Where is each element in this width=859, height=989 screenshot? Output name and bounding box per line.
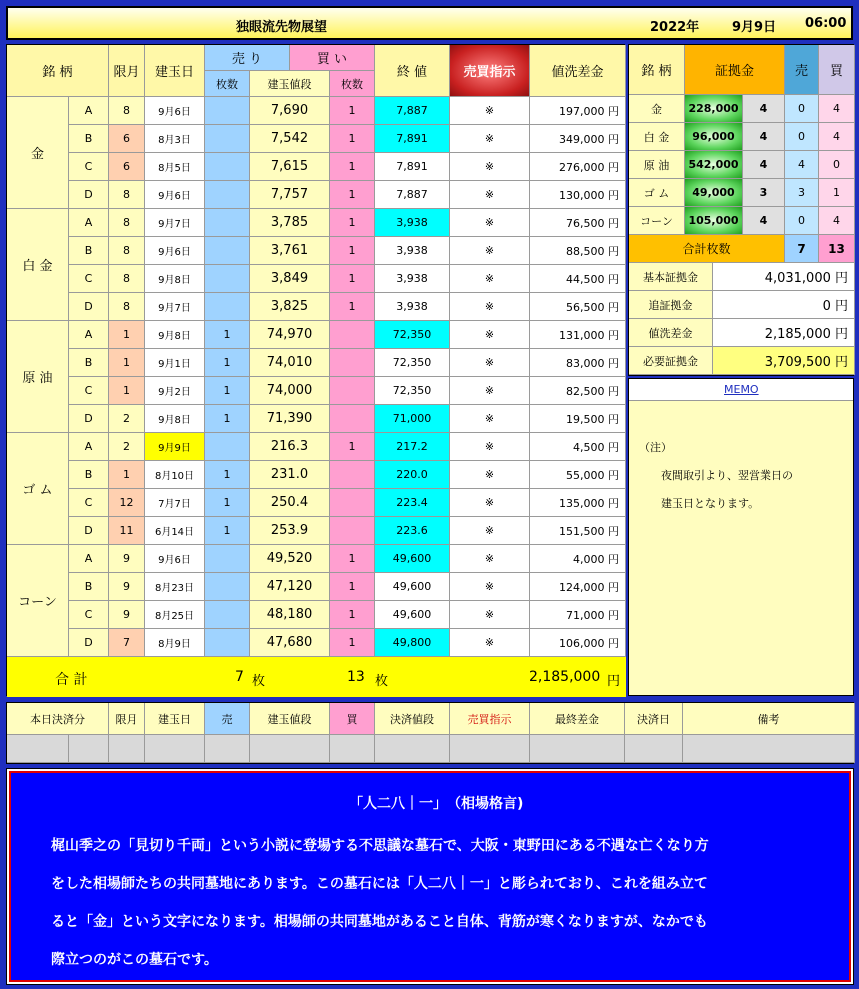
entry-price: 231.0 — [250, 461, 330, 489]
margin-total-sell: 7 — [785, 235, 819, 263]
trade-signal: ※ — [450, 545, 530, 573]
margin-amount: 105,000 — [685, 207, 743, 235]
valuation-diff: 4,500 円 — [530, 433, 626, 461]
close-price: 7,891 — [375, 125, 450, 153]
memo-line-2: 夜間取引より、翌営業日の — [661, 469, 793, 482]
contract-label: B — [69, 349, 109, 377]
trade-signal: ※ — [450, 573, 530, 601]
entry-date: 9月9日 — [145, 433, 205, 461]
trade-signal: ※ — [450, 405, 530, 433]
valuation-diff: 55,000 円 — [530, 461, 626, 489]
entry-date: 8月25日 — [145, 601, 205, 629]
commodity-name: コーン — [7, 545, 69, 657]
sell-count — [205, 97, 250, 125]
close-price: 72,350 — [375, 349, 450, 377]
margin-amount: 542,000 — [685, 151, 743, 179]
margin-summary-value: 2,185,000 円 — [713, 319, 855, 347]
entry-date: 9月6日 — [145, 97, 205, 125]
margin-issue: コーン — [629, 207, 685, 235]
date-year: 2022年 — [650, 20, 700, 35]
close-price: 7,887 — [375, 181, 450, 209]
settlement-empty-cell — [250, 735, 330, 763]
close-price: 49,600 — [375, 573, 450, 601]
contract-label: A — [69, 545, 109, 573]
totals-buy: 13 — [347, 669, 365, 685]
settlement-empty-cell — [109, 735, 145, 763]
contract-label: B — [69, 573, 109, 601]
settlement-empty-cell — [205, 735, 250, 763]
margin-issue: 白 金 — [629, 123, 685, 151]
entry-date: 8月10日 — [145, 461, 205, 489]
contract-month: 9 — [109, 573, 145, 601]
entry-date: 9月2日 — [145, 377, 205, 405]
sell-count: 1 — [205, 517, 250, 545]
margin-qty: 4 — [743, 95, 785, 123]
saying-title: 「人二八｜一」 （相場格言) — [349, 796, 524, 812]
contract-month: 6 — [109, 153, 145, 181]
entry-date: 9月6日 — [145, 545, 205, 573]
contract-month: 8 — [109, 181, 145, 209]
margin-buy: 0 — [819, 151, 855, 179]
settlement-empty-cell — [530, 735, 625, 763]
entry-price: 7,690 — [250, 97, 330, 125]
app-title: 独眼流先物展望 — [236, 20, 328, 35]
trade-signal: ※ — [450, 153, 530, 181]
entry-date: 9月7日 — [145, 209, 205, 237]
sell-count: 1 — [205, 349, 250, 377]
memo-panel — [628, 378, 854, 696]
sell-count — [205, 545, 250, 573]
valuation-diff: 130,000 円 — [530, 181, 626, 209]
trade-signal: ※ — [450, 629, 530, 657]
trade-signal: ※ — [450, 181, 530, 209]
sell-count — [205, 293, 250, 321]
valuation-diff: 131,000 円 — [530, 321, 626, 349]
contract-label: B — [69, 125, 109, 153]
settlement-header: 限月 — [109, 703, 145, 735]
trade-signal: ※ — [450, 125, 530, 153]
entry-date: 9月1日 — [145, 349, 205, 377]
contract-month: 8 — [109, 293, 145, 321]
settlement-empty-cell — [450, 735, 530, 763]
entry-price: 3,761 — [250, 237, 330, 265]
trade-signal: ※ — [450, 321, 530, 349]
entry-date: 7月7日 — [145, 489, 205, 517]
settlement-empty-cell — [330, 735, 375, 763]
entry-date: 9月7日 — [145, 293, 205, 321]
contract-label: C — [69, 153, 109, 181]
margin-qty: 4 — [743, 207, 785, 235]
contract-label: A — [69, 433, 109, 461]
trade-signal: ※ — [450, 97, 530, 125]
col-signal: 売買指示 — [450, 45, 530, 97]
sell-count: 1 — [205, 461, 250, 489]
valuation-diff: 71,000 円 — [530, 601, 626, 629]
settlement-empty-cell — [69, 735, 109, 763]
totals-buy-unit: 枚 — [375, 674, 389, 689]
entry-price: 47,120 — [250, 573, 330, 601]
valuation-diff: 124,000 円 — [530, 573, 626, 601]
valuation-diff: 76,500 円 — [530, 209, 626, 237]
sell-count: 1 — [205, 489, 250, 517]
contract-month: 8 — [109, 265, 145, 293]
buy-count: 1 — [330, 629, 375, 657]
entry-price: 3,785 — [250, 209, 330, 237]
entry-date: 8月23日 — [145, 573, 205, 601]
entry-price: 74,010 — [250, 349, 330, 377]
entry-price: 3,849 — [250, 265, 330, 293]
col-buy: 買 い — [290, 45, 375, 71]
margin-issue: ゴ ム — [629, 179, 685, 207]
contract-label: C — [69, 377, 109, 405]
saying-line-1: 梶山季之の「見切り千両」という小説に登場する不思議な墓石で、大阪・東野田にある不遇な亡くなり方 — [51, 838, 709, 854]
settlement-header: 決済値段 — [375, 703, 450, 735]
entry-price: 74,000 — [250, 377, 330, 405]
contract-month: 8 — [109, 209, 145, 237]
contract-month: 6 — [109, 125, 145, 153]
entry-price: 7,542 — [250, 125, 330, 153]
sell-count — [205, 601, 250, 629]
margin-summary-label: 追証拠金 — [629, 291, 713, 319]
totals-sell: 7 — [235, 669, 244, 685]
close-price: 3,938 — [375, 265, 450, 293]
positions-table — [6, 44, 625, 696]
contract-label: D — [69, 405, 109, 433]
valuation-diff: 276,000 円 — [530, 153, 626, 181]
margin-col-amount: 証拠金 — [685, 45, 785, 95]
margin-sell: 0 — [785, 123, 819, 151]
commodity-name: 原 油 — [7, 321, 69, 433]
buy-count: 1 — [330, 601, 375, 629]
margin-summary-value: 0 円 — [713, 291, 855, 319]
title-bar — [6, 6, 853, 40]
close-price: 3,938 — [375, 237, 450, 265]
buy-count — [330, 517, 375, 545]
buy-count: 1 — [330, 181, 375, 209]
col-diff: 値洗差金 — [530, 45, 626, 97]
trade-signal: ※ — [450, 461, 530, 489]
trade-signal: ※ — [450, 433, 530, 461]
close-price: 71,000 — [375, 405, 450, 433]
margin-sell: 4 — [785, 151, 819, 179]
buy-count: 1 — [330, 125, 375, 153]
entry-date: 6月14日 — [145, 517, 205, 545]
margin-amount: 228,000 — [685, 95, 743, 123]
memo-line-1: （注） — [639, 441, 672, 454]
close-price: 223.6 — [375, 517, 450, 545]
margin-qty: 4 — [743, 123, 785, 151]
trade-signal: ※ — [450, 377, 530, 405]
buy-count: 1 — [330, 293, 375, 321]
col-buy-count: 枚数 — [330, 71, 375, 97]
trade-signal: ※ — [450, 209, 530, 237]
contract-label: B — [69, 237, 109, 265]
trade-signal: ※ — [450, 265, 530, 293]
entry-date: 8月9日 — [145, 629, 205, 657]
buy-count: 1 — [330, 265, 375, 293]
margin-col-issue: 銘 柄 — [629, 45, 685, 95]
saying-line-4: 際立つのがこの墓石です。 — [51, 952, 218, 968]
buy-count — [330, 461, 375, 489]
col-month: 限月 — [109, 45, 145, 97]
close-price: 7,891 — [375, 153, 450, 181]
buy-count: 1 — [330, 209, 375, 237]
margin-qty: 3 — [743, 179, 785, 207]
valuation-diff: 44,500 円 — [530, 265, 626, 293]
buy-count: 1 — [330, 237, 375, 265]
saying-box — [6, 768, 854, 985]
sell-count — [205, 153, 250, 181]
sell-count — [205, 629, 250, 657]
settlement-header: 売 — [205, 703, 250, 735]
settlement-empty-cell — [7, 735, 69, 763]
settlement-header: 買 — [330, 703, 375, 735]
close-price: 3,938 — [375, 293, 450, 321]
settlement-header: 建玉値段 — [250, 703, 330, 735]
entry-price: 71,390 — [250, 405, 330, 433]
contract-month: 2 — [109, 405, 145, 433]
close-price: 72,350 — [375, 377, 450, 405]
buy-count — [330, 377, 375, 405]
margin-buy: 4 — [819, 95, 855, 123]
close-price: 3,938 — [375, 209, 450, 237]
margin-summary-value: 3,709,500 円 — [713, 347, 855, 375]
margin-buy: 1 — [819, 179, 855, 207]
entry-price: 216.3 — [250, 433, 330, 461]
margin-buy: 4 — [819, 123, 855, 151]
totals-sell-unit: 枚 — [252, 674, 266, 689]
contract-label: D — [69, 181, 109, 209]
valuation-diff: 82,500 円 — [530, 377, 626, 405]
entry-price: 47,680 — [250, 629, 330, 657]
totals-diff: 2,185,000 — [529, 669, 601, 685]
margin-issue: 金 — [629, 95, 685, 123]
margin-total-buy: 13 — [819, 235, 855, 263]
contract-month: 1 — [109, 349, 145, 377]
valuation-diff: 349,000 円 — [530, 125, 626, 153]
close-price: 223.4 — [375, 489, 450, 517]
valuation-diff: 135,000 円 — [530, 489, 626, 517]
contract-label: B — [69, 461, 109, 489]
margin-sell: 0 — [785, 95, 819, 123]
buy-count: 1 — [330, 433, 375, 461]
contract-label: C — [69, 601, 109, 629]
margin-issue: 原 油 — [629, 151, 685, 179]
close-price: 217.2 — [375, 433, 450, 461]
contract-label: A — [69, 321, 109, 349]
col-issue: 銘 柄 — [7, 45, 109, 97]
margin-summary-value: 4,031,000 円 — [713, 263, 855, 291]
margin-total-label: 合計枚数 — [629, 235, 785, 263]
close-price: 49,600 — [375, 545, 450, 573]
sell-count: 1 — [205, 321, 250, 349]
sell-count: 1 — [205, 405, 250, 433]
memo-title[interactable]: MEMO — [724, 383, 759, 396]
contract-month: 8 — [109, 97, 145, 125]
sell-count — [205, 433, 250, 461]
col-entry-date: 建玉日 — [145, 45, 205, 97]
buy-count — [330, 349, 375, 377]
valuation-diff: 88,500 円 — [530, 237, 626, 265]
contract-label: D — [69, 293, 109, 321]
margin-qty: 4 — [743, 151, 785, 179]
entry-date: 8月3日 — [145, 125, 205, 153]
sell-count — [205, 181, 250, 209]
entry-price: 48,180 — [250, 601, 330, 629]
sell-count — [205, 573, 250, 601]
valuation-diff: 4,000 円 — [530, 545, 626, 573]
entry-date: 9月8日 — [145, 405, 205, 433]
entry-date: 9月6日 — [145, 237, 205, 265]
valuation-diff: 151,500 円 — [530, 517, 626, 545]
margin-sell: 0 — [785, 207, 819, 235]
margin-sell: 3 — [785, 179, 819, 207]
contract-month: 7 — [109, 629, 145, 657]
entry-date: 9月8日 — [145, 265, 205, 293]
commodity-name: 金 — [7, 97, 69, 209]
buy-count: 1 — [330, 545, 375, 573]
totals-label: 合 計 — [55, 672, 88, 688]
settlement-empty-cell — [145, 735, 205, 763]
close-price: 49,800 — [375, 629, 450, 657]
entry-price: 253.9 — [250, 517, 330, 545]
settlement-empty-cell — [625, 735, 683, 763]
col-sell: 売 り — [205, 45, 290, 71]
margin-panel — [628, 44, 854, 376]
trade-signal: ※ — [450, 349, 530, 377]
entry-date: 9月6日 — [145, 181, 205, 209]
trade-signal: ※ — [450, 601, 530, 629]
trade-signal: ※ — [450, 489, 530, 517]
margin-buy: 4 — [819, 207, 855, 235]
col-close: 終 値 — [375, 45, 450, 97]
entry-price: 7,615 — [250, 153, 330, 181]
col-sell-count: 枚数 — [205, 71, 250, 97]
buy-count — [330, 321, 375, 349]
saying-line-3: ると「金」という文字になります。相場師の共同墓地があること自体、背筋が寒くなりますが、なかでも — [51, 914, 708, 930]
col-entry-price: 建玉値段 — [250, 71, 330, 97]
valuation-diff: 106,000 円 — [530, 629, 626, 657]
buy-count: 1 — [330, 153, 375, 181]
close-price: 220.0 — [375, 461, 450, 489]
trade-signal: ※ — [450, 517, 530, 545]
margin-col-sell: 売 — [785, 45, 819, 95]
date-month-day: 9月9日 — [732, 20, 777, 35]
contract-label: D — [69, 629, 109, 657]
contract-month: 12 — [109, 489, 145, 517]
sell-count — [205, 237, 250, 265]
saying-line-2: をした相場師たちの共同墓地にあります。この墓石には「人二八｜一」と彫られており、これを組み立て — [51, 876, 708, 892]
trade-signal: ※ — [450, 293, 530, 321]
close-price: 72,350 — [375, 321, 450, 349]
margin-col-buy: 買 — [819, 45, 855, 95]
sell-count — [205, 209, 250, 237]
entry-date: 8月5日 — [145, 153, 205, 181]
settlement-header: 本日決済分 — [7, 703, 109, 735]
settlement-header: 売買指示 — [450, 703, 530, 735]
buy-count: 1 — [330, 573, 375, 601]
entry-price: 49,520 — [250, 545, 330, 573]
buy-count — [330, 489, 375, 517]
commodity-name: ゴ ム — [7, 433, 69, 545]
contract-month: 1 — [109, 377, 145, 405]
settlement-header: 決済日 — [625, 703, 683, 735]
sell-count: 1 — [205, 377, 250, 405]
close-price: 49,600 — [375, 601, 450, 629]
valuation-diff: 56,500 円 — [530, 293, 626, 321]
entry-price: 7,757 — [250, 181, 330, 209]
settlement-empty-cell — [375, 735, 450, 763]
contract-month: 9 — [109, 545, 145, 573]
time: 06:00 — [805, 16, 847, 31]
sell-count — [205, 265, 250, 293]
contract-label: D — [69, 517, 109, 545]
entry-price: 3,825 — [250, 293, 330, 321]
entry-price: 250.4 — [250, 489, 330, 517]
close-price: 7,887 — [375, 97, 450, 125]
buy-count — [330, 405, 375, 433]
settlement-empty-cell — [683, 735, 855, 763]
valuation-diff: 197,000 円 — [530, 97, 626, 125]
contract-month: 1 — [109, 321, 145, 349]
valuation-diff: 83,000 円 — [530, 349, 626, 377]
trade-signal: ※ — [450, 237, 530, 265]
contract-label: A — [69, 97, 109, 125]
settlement-table — [6, 702, 854, 764]
valuation-diff: 19,500 円 — [530, 405, 626, 433]
margin-summary-label: 必要証拠金 — [629, 347, 713, 375]
contract-label: A — [69, 209, 109, 237]
settlement-header: 建玉日 — [145, 703, 205, 735]
contract-month: 1 — [109, 461, 145, 489]
totals-yen: 円 — [607, 674, 621, 689]
margin-amount: 96,000 — [685, 123, 743, 151]
settlement-header: 最終差金 — [530, 703, 625, 735]
sell-count — [205, 125, 250, 153]
totals-row — [7, 657, 626, 697]
contract-month: 2 — [109, 433, 145, 461]
contract-label: C — [69, 489, 109, 517]
contract-month: 11 — [109, 517, 145, 545]
margin-amount: 49,000 — [685, 179, 743, 207]
margin-summary-label: 値洗差金 — [629, 319, 713, 347]
contract-month: 9 — [109, 601, 145, 629]
commodity-name: 白 金 — [7, 209, 69, 321]
buy-count: 1 — [330, 97, 375, 125]
entry-price: 74,970 — [250, 321, 330, 349]
settlement-header: 備考 — [683, 703, 855, 735]
contract-label: C — [69, 265, 109, 293]
margin-summary-label: 基本証拠金 — [629, 263, 713, 291]
memo-line-3: 建玉日となります。 — [661, 497, 760, 510]
entry-date: 9月8日 — [145, 321, 205, 349]
contract-month: 8 — [109, 237, 145, 265]
